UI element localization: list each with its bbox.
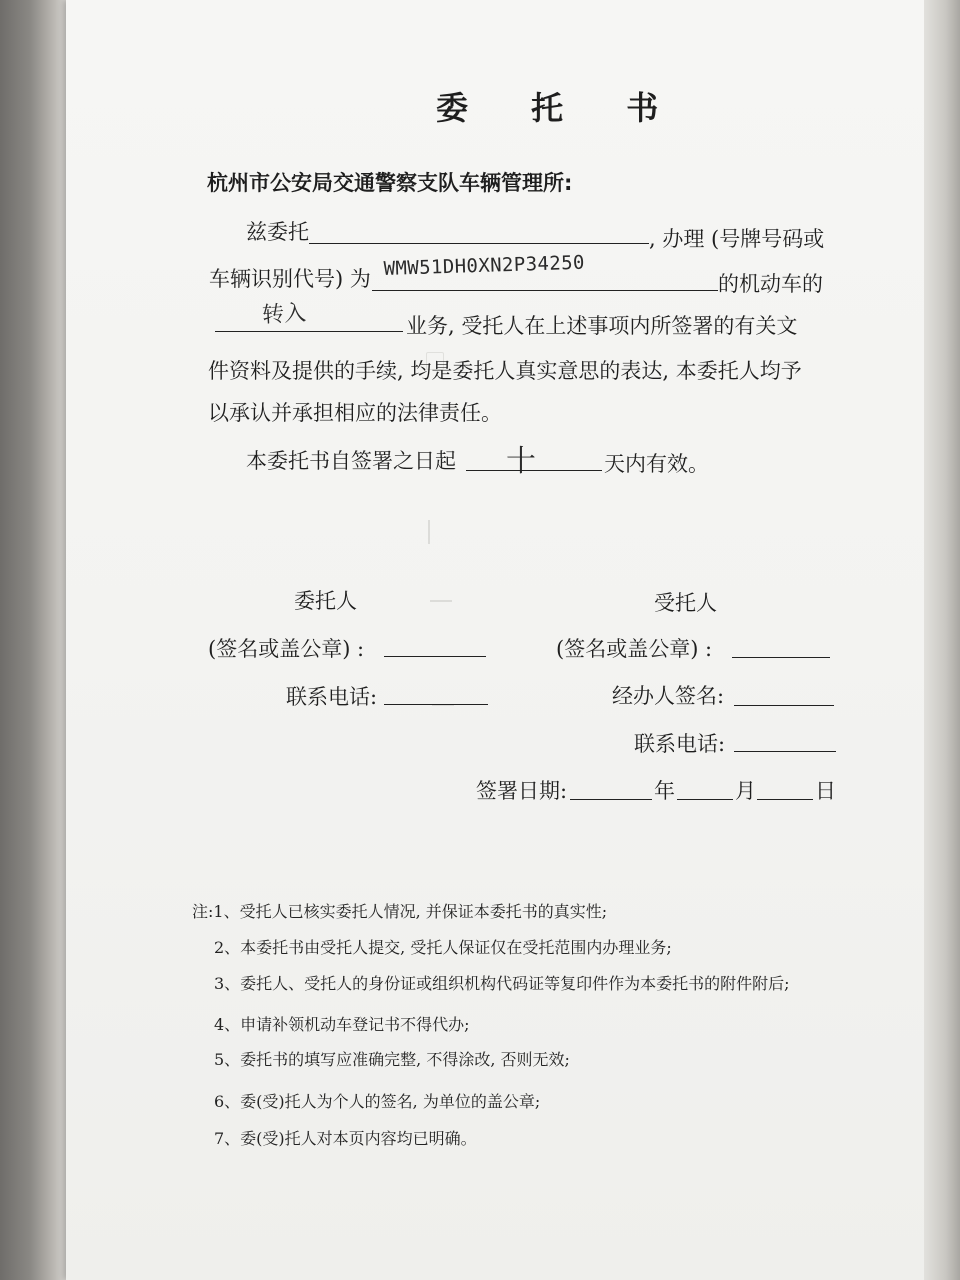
principal-name-blank [309,243,649,244]
day-blank [757,799,813,800]
month-blank [677,799,733,800]
validity-prefix: 本委托书自签署之日起 [246,449,456,473]
principal-phone-blank [384,704,488,705]
principal-phone-label: 联系电话: [286,685,378,709]
agent-phone-label: 联系电话: [634,732,726,756]
addressee: 杭州市公安局交通警察支队车辆管理所: [207,171,573,195]
validity-suffix: 天内有效。 [604,452,709,476]
body-line-2-suffix: 的机动车的 [718,272,823,296]
year-blank [570,799,652,800]
show-through-mark [430,600,452,616]
handwritten-vin: WMW51DH0XN2P34250 [383,251,586,280]
body-line-1-suffix: , 办理 (号牌号码或 [649,227,825,251]
note-item: 3、委托人、受托人的身份证或组织机构代码证等复印件作为本委托书的附件附后; [214,974,790,993]
note-item: 7、委(受)托人对本页内容均已明确。 [214,1129,477,1148]
handler-sign-blank [734,705,834,706]
principal-heading: 委托人 [294,589,357,613]
handler-sign-label: 经办人签名: [612,684,725,708]
agent-sign-label: (签名或盖公章) : [556,637,713,661]
body-line-4: 件资料及提供的手续, 均是委托人真实意思的表达, 本委托人均予 [208,359,802,383]
days-blank [466,470,602,471]
handwritten-business: 转入 [261,300,307,329]
agent-phone-blank [734,751,836,752]
body-line-5: 以承认并承担相应的法律责任。 [208,401,502,425]
body-line-3: 业务, 受托人在上述事项内所签署的有关文 [406,314,798,338]
business-blank [215,331,403,332]
note-item: 注:1、受托人已核实委托人情况, 并保证本委托书的真实性; [192,902,608,921]
agent-sign-blank [732,657,830,658]
show-through-mark [428,520,444,544]
year-label: 年 [654,779,675,803]
note-item: 2、本委托书由受托人提交, 受托人保证仅在受托范围内办理业务; [214,938,672,957]
date-label: 签署日期: [476,779,568,803]
background-edge [924,0,960,1280]
agent-heading: 受托人 [654,591,717,615]
month-label: 月 [735,779,756,803]
document-title: 委 托 书 [436,89,685,127]
note-item: 5、委托书的填写应准确完整, 不得涂改, 否则无效; [214,1050,570,1069]
body-line-1-prefix: 兹委托 [246,220,309,244]
handwritten-days: 十 [506,444,536,479]
principal-sign-blank [384,656,486,657]
vin-blank [372,290,718,291]
day-label: 日 [815,779,836,803]
note-item: 4、申请补领机动车登记书不得代办; [214,1015,470,1034]
body-line-2-prefix: 车辆识别代号) 为 [209,267,371,291]
note-item: 6、委(受)托人为个人的签名, 为单位的盖公章; [214,1092,541,1111]
principal-sign-label: (签名或盖公章) : [208,637,365,661]
